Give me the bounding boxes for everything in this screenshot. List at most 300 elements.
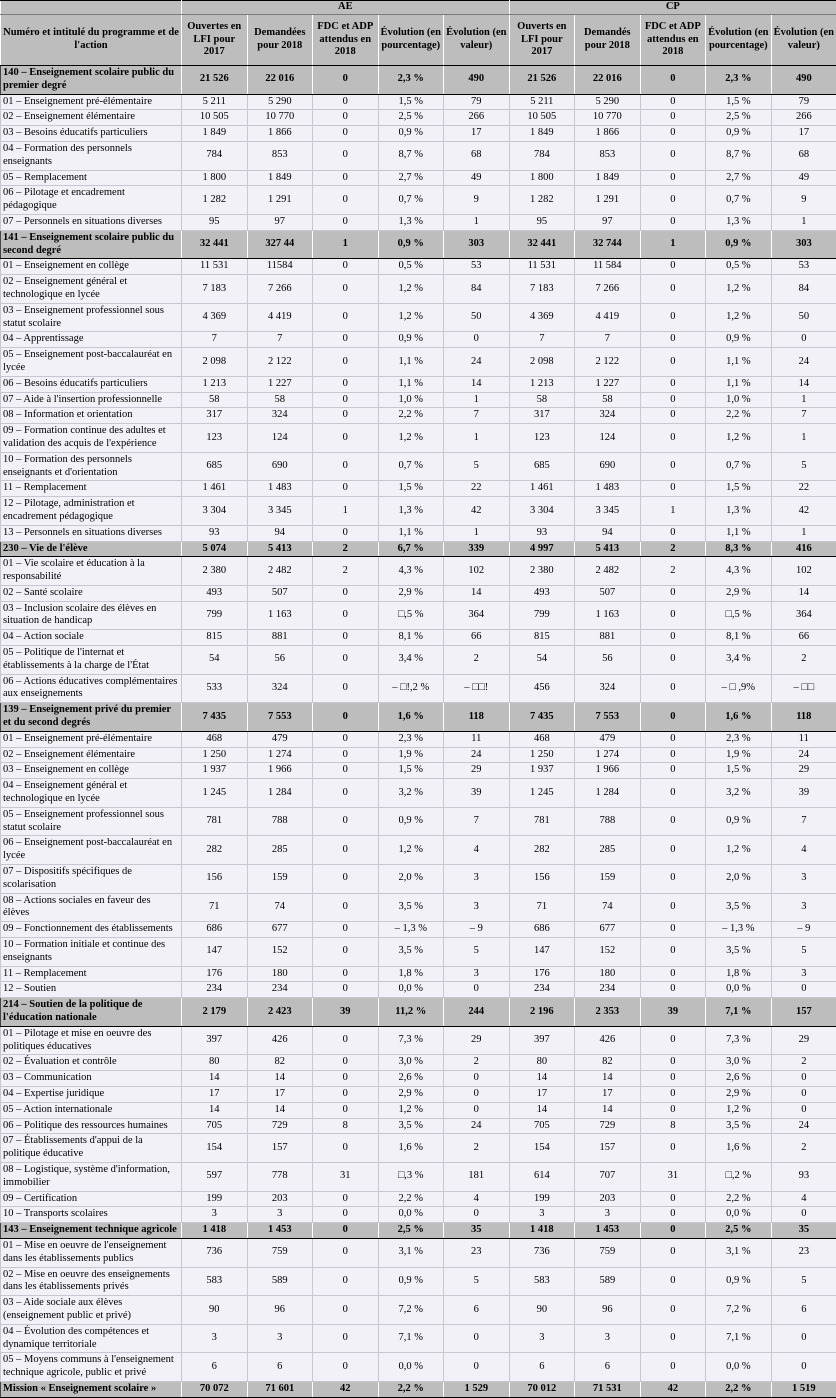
cell-ae-evolution-pct: 0,5 % bbox=[378, 259, 444, 275]
cell-cp-lfi-2017: 705 bbox=[509, 1118, 575, 1134]
section-row bbox=[1, 66, 836, 95]
cell-cp-demandes-2018: 56 bbox=[575, 646, 641, 675]
cell-cp-lfi-2017: 199 bbox=[509, 1191, 575, 1207]
cell-ae-lfi-2017: 4 369 bbox=[182, 303, 248, 332]
table-row bbox=[1, 646, 836, 675]
row-label: 08 – Logistique, système d'information, immobilier bbox=[1, 1162, 182, 1191]
cell-cp-lfi-2017: 736 bbox=[509, 1238, 575, 1267]
cell-ae-demandees-2018: 7 266 bbox=[247, 275, 313, 304]
table-row bbox=[1, 275, 836, 304]
row-label: 01 – Pilotage et mise en oeuvre des politiques éducatives bbox=[1, 1026, 182, 1055]
table-row bbox=[1, 731, 836, 747]
cell-ae-lfi-2017: 3 bbox=[182, 1207, 248, 1223]
cell-cp-fdc-adp: 0 bbox=[640, 865, 706, 894]
cell-ae-lfi-2017: 2 179 bbox=[182, 998, 248, 1027]
cell-cp-demandes-2018: 124 bbox=[575, 424, 641, 453]
cell-cp-evolution-pct: 3,5 % bbox=[706, 938, 772, 967]
cell-ae-lfi-2017: 1 461 bbox=[182, 481, 248, 497]
cell-cp-demandes-2018: 1 284 bbox=[575, 779, 641, 808]
table-row bbox=[1, 1267, 836, 1296]
cell-ae-demandees-2018: 124 bbox=[247, 424, 313, 453]
cell-cp-demandes-2018: 507 bbox=[575, 585, 641, 601]
cell-ae-evolution-val: 4 bbox=[444, 1191, 510, 1207]
cell-ae-evolution-val: 2 bbox=[444, 1055, 510, 1071]
cell-cp-demandes-2018: 32 744 bbox=[575, 230, 641, 259]
row-label: 13 – Personnels en situations diverses bbox=[1, 525, 182, 541]
row-label: 143 – Enseignement technique agricole bbox=[1, 1223, 182, 1239]
cell-cp-evolution-val: 7 bbox=[771, 408, 836, 424]
cell-cp-evolution-val: 490 bbox=[771, 66, 836, 95]
cell-cp-evolution-val: 17 bbox=[771, 126, 836, 142]
cell-cp-evolution-pct: 1,1 % bbox=[706, 348, 772, 377]
table-row bbox=[1, 938, 836, 967]
cell-cp-fdc-adp: 0 bbox=[640, 303, 706, 332]
cell-ae-fdc-adp: 0 bbox=[313, 186, 379, 215]
cp-group-header: CP bbox=[509, 1, 836, 15]
cell-ae-fdc-adp: 0 bbox=[313, 481, 379, 497]
row-label: 04 – Apprentissage bbox=[1, 332, 182, 348]
cell-ae-lfi-2017: 10 505 bbox=[182, 110, 248, 126]
table-row bbox=[1, 408, 836, 424]
cell-ae-evolution-val: 6 bbox=[444, 1296, 510, 1325]
cell-cp-evolution-pct: 3,4 % bbox=[706, 646, 772, 675]
table-row bbox=[1, 630, 836, 646]
cell-ae-demandees-2018: 1 274 bbox=[247, 747, 313, 763]
cell-cp-evolution-val: 50 bbox=[771, 303, 836, 332]
row-label: 02 – Mise en oeuvre des enseignements dans les établissements privés bbox=[1, 1267, 182, 1296]
cell-ae-evolution-pct: 1,2 % bbox=[378, 275, 444, 304]
cell-ae-demandees-2018: 94 bbox=[247, 525, 313, 541]
cell-cp-lfi-2017: 7 183 bbox=[509, 275, 575, 304]
cell-ae-evolution-pct: 0,7 % bbox=[378, 452, 444, 481]
cell-cp-evolution-val: 102 bbox=[771, 557, 836, 586]
cell-ae-evolution-val: 68 bbox=[444, 141, 510, 170]
cell-cp-evolution-val: 29 bbox=[771, 763, 836, 779]
cell-ae-evolution-pct: 4,3 % bbox=[378, 557, 444, 586]
cell-cp-evolution-pct: 0,9 % bbox=[706, 230, 772, 259]
cell-ae-demandees-2018: 6 bbox=[247, 1353, 313, 1382]
cell-ae-evolution-pct: 2,9 % bbox=[378, 1086, 444, 1102]
cell-cp-evolution-pct: 7,1 % bbox=[706, 1324, 772, 1353]
cell-cp-lfi-2017: 781 bbox=[509, 807, 575, 836]
cell-ae-fdc-adp: 0 bbox=[313, 982, 379, 998]
cell-cp-demandes-2018: 677 bbox=[575, 922, 641, 938]
cell-cp-demandes-2018: 4 419 bbox=[575, 303, 641, 332]
cell-cp-evolution-val: 0 bbox=[771, 1207, 836, 1223]
row-label: 03 – Besoins éducatifs particuliers bbox=[1, 126, 182, 142]
row-label: 11 – Remplacement bbox=[1, 481, 182, 497]
cell-ae-fdc-adp: 0 bbox=[313, 865, 379, 894]
cell-cp-evolution-val: 1 519 bbox=[771, 1381, 836, 1397]
table-row bbox=[1, 1324, 836, 1353]
cell-cp-evolution-val: 11 bbox=[771, 731, 836, 747]
row-label: 02 – Enseignement élémentaire bbox=[1, 747, 182, 763]
cell-ae-evolution-pct: 2,2 % bbox=[378, 1191, 444, 1207]
cell-ae-evolution-pct: 2,7 % bbox=[378, 170, 444, 186]
cell-cp-lfi-2017: 3 bbox=[509, 1207, 575, 1223]
table-row bbox=[1, 763, 836, 779]
cell-ae-evolution-pct: 1,3 % bbox=[378, 214, 444, 230]
cell-cp-fdc-adp: 0 bbox=[640, 1134, 706, 1163]
table-row bbox=[1, 674, 836, 703]
cell-cp-evolution-pct: 2,9 % bbox=[706, 1086, 772, 1102]
row-label: 10 – Transports scolaires bbox=[1, 1207, 182, 1223]
group-header-row bbox=[1, 1, 836, 15]
cell-ae-evolution-val: 50 bbox=[444, 303, 510, 332]
cell-cp-evolution-val: 79 bbox=[771, 94, 836, 110]
cell-cp-evolution-val: 0 bbox=[771, 1324, 836, 1353]
cell-cp-evolution-val: 3 bbox=[771, 966, 836, 982]
cell-cp-lfi-2017: 456 bbox=[509, 674, 575, 703]
cell-cp-lfi-2017: 147 bbox=[509, 938, 575, 967]
cell-cp-evolution-pct: 1,5 % bbox=[706, 763, 772, 779]
cell-cp-evolution-val: 2 bbox=[771, 646, 836, 675]
cell-cp-lfi-2017: 1 282 bbox=[509, 186, 575, 215]
cell-cp-evolution-val: 24 bbox=[771, 1118, 836, 1134]
cell-ae-lfi-2017: 5 074 bbox=[182, 541, 248, 557]
cell-ae-lfi-2017: 90 bbox=[182, 1296, 248, 1325]
cell-cp-evolution-pct: 2,2 % bbox=[706, 1381, 772, 1397]
cell-cp-evolution-val: – 9 bbox=[771, 922, 836, 938]
cell-cp-evolution-pct: 7,1 % bbox=[706, 998, 772, 1027]
cell-cp-lfi-2017: 1 213 bbox=[509, 376, 575, 392]
cell-cp-demandes-2018: 58 bbox=[575, 392, 641, 408]
cell-ae-fdc-adp: 0 bbox=[313, 763, 379, 779]
cell-ae-demandees-2018: 788 bbox=[247, 807, 313, 836]
cell-ae-fdc-adp: 0 bbox=[313, 1223, 379, 1239]
cell-ae-fdc-adp: 0 bbox=[313, 275, 379, 304]
row-label: 02 – Enseignement général et technologique en lycée bbox=[1, 275, 182, 304]
cell-ae-fdc-adp: 0 bbox=[313, 922, 379, 938]
row-label: 04 – Formation des personnels enseignants bbox=[1, 141, 182, 170]
cell-ae-fdc-adp: 0 bbox=[313, 1055, 379, 1071]
cell-cp-demandes-2018: 97 bbox=[575, 214, 641, 230]
cell-ae-lfi-2017: 468 bbox=[182, 731, 248, 747]
table-row bbox=[1, 601, 836, 630]
header-cp-evolution-pct: Évolution (en pourcentage) bbox=[706, 15, 772, 66]
cell-ae-evolution-val: 1 bbox=[444, 525, 510, 541]
table-row bbox=[1, 376, 836, 392]
cell-ae-demandees-2018: 96 bbox=[247, 1296, 313, 1325]
table-row bbox=[1, 982, 836, 998]
cell-ae-evolution-pct: 2,5 % bbox=[378, 1223, 444, 1239]
cell-cp-fdc-adp: 0 bbox=[640, 836, 706, 865]
cell-ae-evolution-pct: 3,5 % bbox=[378, 893, 444, 922]
cell-ae-demandees-2018: 759 bbox=[247, 1238, 313, 1267]
cell-ae-demandees-2018: 2 423 bbox=[247, 998, 313, 1027]
row-label: 04 – Action sociale bbox=[1, 630, 182, 646]
table-row bbox=[1, 348, 836, 377]
row-label: 230 – Vie de l'élève bbox=[1, 541, 182, 557]
cell-ae-evolution-val: 266 bbox=[444, 110, 510, 126]
cell-ae-evolution-val: 14 bbox=[444, 585, 510, 601]
cell-ae-demandees-2018: 677 bbox=[247, 922, 313, 938]
table-row bbox=[1, 1118, 836, 1134]
cell-ae-evolution-pct: 3,0 % bbox=[378, 1055, 444, 1071]
table-row bbox=[1, 922, 836, 938]
table-row bbox=[1, 303, 836, 332]
cell-ae-fdc-adp: 0 bbox=[313, 1353, 379, 1382]
row-label: Mission « Enseignement scolaire » bbox=[1, 1381, 182, 1397]
cell-ae-lfi-2017: 1 937 bbox=[182, 763, 248, 779]
cell-cp-fdc-adp: 0 bbox=[640, 424, 706, 453]
cell-cp-evolution-pct: 1,1 % bbox=[706, 525, 772, 541]
cell-cp-evolution-pct: 1,2 % bbox=[706, 303, 772, 332]
cell-cp-demandes-2018: 729 bbox=[575, 1118, 641, 1134]
cell-cp-demandes-2018: 152 bbox=[575, 938, 641, 967]
cell-ae-lfi-2017: 7 435 bbox=[182, 703, 248, 732]
cell-ae-demandees-2018: 2 122 bbox=[247, 348, 313, 377]
header-ae-evolution-pct: Évolution (en pourcentage) bbox=[378, 15, 444, 66]
cell-ae-lfi-2017: 5 211 bbox=[182, 94, 248, 110]
cell-cp-evolution-pct: 8,1 % bbox=[706, 630, 772, 646]
cell-ae-lfi-2017: 781 bbox=[182, 807, 248, 836]
cell-ae-evolution-val: 29 bbox=[444, 1026, 510, 1055]
cell-cp-lfi-2017: 2 196 bbox=[509, 998, 575, 1027]
cell-cp-evolution-val: 14 bbox=[771, 585, 836, 601]
cell-cp-fdc-adp: 42 bbox=[640, 1381, 706, 1397]
cell-ae-evolution-val: 5 bbox=[444, 452, 510, 481]
cell-cp-demandes-2018: 157 bbox=[575, 1134, 641, 1163]
cell-cp-fdc-adp: 0 bbox=[640, 1102, 706, 1118]
cell-cp-lfi-2017: 14 bbox=[509, 1071, 575, 1087]
cell-ae-evolution-val: 1 529 bbox=[444, 1381, 510, 1397]
cell-ae-evolution-val: 7 bbox=[444, 807, 510, 836]
cell-cp-fdc-adp: 0 bbox=[640, 376, 706, 392]
cell-ae-evolution-val: 79 bbox=[444, 94, 510, 110]
cell-ae-demandees-2018: 3 bbox=[247, 1207, 313, 1223]
row-label: 10 – Formation des personnels enseignants et d'orientation bbox=[1, 452, 182, 481]
table-row bbox=[1, 1162, 836, 1191]
cell-cp-demandes-2018: 10 770 bbox=[575, 110, 641, 126]
row-label: 01 – Enseignement pré-élémentaire bbox=[1, 731, 182, 747]
cell-cp-fdc-adp: 0 bbox=[640, 141, 706, 170]
header-cp-evolution-val: Évolution (en valeur) bbox=[771, 15, 836, 66]
cell-ae-lfi-2017: 686 bbox=[182, 922, 248, 938]
cell-cp-lfi-2017: 686 bbox=[509, 922, 575, 938]
cell-cp-evolution-val: 1 bbox=[771, 214, 836, 230]
table-row bbox=[1, 110, 836, 126]
cell-ae-fdc-adp: 0 bbox=[313, 1026, 379, 1055]
cell-ae-fdc-adp: 0 bbox=[313, 141, 379, 170]
cell-cp-fdc-adp: 0 bbox=[640, 392, 706, 408]
cell-cp-fdc-adp: 0 bbox=[640, 66, 706, 95]
cell-ae-evolution-pct: 0,9 % bbox=[378, 807, 444, 836]
cell-cp-fdc-adp: 0 bbox=[640, 630, 706, 646]
section-row bbox=[1, 230, 836, 259]
cell-ae-lfi-2017: 3 bbox=[182, 1324, 248, 1353]
cell-cp-lfi-2017: 2 098 bbox=[509, 348, 575, 377]
cell-ae-evolution-val: 22 bbox=[444, 481, 510, 497]
cell-ae-lfi-2017: 154 bbox=[182, 1134, 248, 1163]
cell-ae-evolution-pct: 0,9 % bbox=[378, 1267, 444, 1296]
cell-ae-evolution-val: 14 bbox=[444, 376, 510, 392]
table-row bbox=[1, 1102, 836, 1118]
cell-ae-fdc-adp: 0 bbox=[313, 585, 379, 601]
cell-cp-fdc-adp: 0 bbox=[640, 779, 706, 808]
cell-cp-fdc-adp: 0 bbox=[640, 332, 706, 348]
row-label: 10 – Formation initiale et continue des enseignants bbox=[1, 938, 182, 967]
cell-ae-evolution-val: 11 bbox=[444, 731, 510, 747]
cell-ae-evolution-pct: 3,2 % bbox=[378, 779, 444, 808]
cell-cp-lfi-2017: 784 bbox=[509, 141, 575, 170]
cell-ae-lfi-2017: 14 bbox=[182, 1071, 248, 1087]
row-label: 05 – Enseignement professionnel sous statut scolaire bbox=[1, 807, 182, 836]
cell-ae-fdc-adp: 0 bbox=[313, 332, 379, 348]
cell-ae-evolution-val: 3 bbox=[444, 966, 510, 982]
header-cp-fdc-adp: FDC et ADP attendus en 2018 bbox=[640, 15, 706, 66]
cell-cp-evolution-pct: 0,0 % bbox=[706, 1207, 772, 1223]
header-ae-demandees-2018: Demandées pour 2018 bbox=[247, 15, 313, 66]
cell-cp-lfi-2017: 10 505 bbox=[509, 110, 575, 126]
cell-ae-evolution-pct: 2,0 % bbox=[378, 865, 444, 894]
cell-cp-demandes-2018: 1 849 bbox=[575, 170, 641, 186]
cell-cp-lfi-2017: 1 250 bbox=[509, 747, 575, 763]
row-label: 06 – Besoins éducatifs particuliers bbox=[1, 376, 182, 392]
cell-cp-evolution-pct: 4,3 % bbox=[706, 557, 772, 586]
cell-ae-demandees-2018: 479 bbox=[247, 731, 313, 747]
cell-cp-evolution-pct: 2,6 % bbox=[706, 1071, 772, 1087]
cell-cp-fdc-adp: 0 bbox=[640, 481, 706, 497]
cell-cp-fdc-adp: 0 bbox=[640, 186, 706, 215]
cell-cp-evolution-val: 364 bbox=[771, 601, 836, 630]
cell-cp-demandes-2018: 14 bbox=[575, 1102, 641, 1118]
cell-ae-demandees-2018: 426 bbox=[247, 1026, 313, 1055]
cell-cp-evolution-pct: – 1,3 % bbox=[706, 922, 772, 938]
cell-cp-evolution-pct: 1,2 % bbox=[706, 275, 772, 304]
cell-ae-evolution-val: 0 bbox=[444, 1086, 510, 1102]
cell-ae-lfi-2017: 2 380 bbox=[182, 557, 248, 586]
row-label: 05 – Moyens communs à l'enseignement technique agricole, public et privé bbox=[1, 1353, 182, 1382]
cell-cp-evolution-pct: 2,2 % bbox=[706, 1191, 772, 1207]
cell-cp-fdc-adp: 0 bbox=[640, 982, 706, 998]
cell-ae-evolution-pct: 8,1 % bbox=[378, 630, 444, 646]
cell-cp-evolution-pct: 3,2 % bbox=[706, 779, 772, 808]
cell-cp-evolution-pct: 8,7 % bbox=[706, 141, 772, 170]
cell-ae-fdc-adp: 0 bbox=[313, 525, 379, 541]
cell-ae-evolution-pct: 1,2 % bbox=[378, 1102, 444, 1118]
cell-cp-evolution-val: 416 bbox=[771, 541, 836, 557]
cell-cp-fdc-adp: 0 bbox=[640, 646, 706, 675]
table-row bbox=[1, 1086, 836, 1102]
table-row bbox=[1, 525, 836, 541]
cell-cp-evolution-pct: 0,0 % bbox=[706, 1353, 772, 1382]
cell-cp-evolution-val: 6 bbox=[771, 1296, 836, 1325]
cell-cp-evolution-val: 35 bbox=[771, 1223, 836, 1239]
cell-ae-evolution-val: – 9 bbox=[444, 922, 510, 938]
table-row bbox=[1, 585, 836, 601]
cell-ae-evolution-val: 53 bbox=[444, 259, 510, 275]
cell-cp-fdc-adp: 0 bbox=[640, 922, 706, 938]
cell-ae-evolution-pct: 1,5 % bbox=[378, 763, 444, 779]
cell-cp-evolution-pct: 1,9 % bbox=[706, 747, 772, 763]
cell-cp-demandes-2018: 5 413 bbox=[575, 541, 641, 557]
cell-ae-evolution-pct: 7,1 % bbox=[378, 1324, 444, 1353]
cell-ae-fdc-adp: 0 bbox=[313, 94, 379, 110]
cell-cp-fdc-adp: 0 bbox=[640, 893, 706, 922]
row-label: 141 – Enseignement scolaire public du second degré bbox=[1, 230, 182, 259]
cell-cp-evolution-val: 5 bbox=[771, 938, 836, 967]
cell-cp-lfi-2017: 583 bbox=[509, 1267, 575, 1296]
cell-cp-fdc-adp: 0 bbox=[640, 94, 706, 110]
cell-ae-lfi-2017: 21 526 bbox=[182, 66, 248, 95]
table-row bbox=[1, 893, 836, 922]
cell-cp-demandes-2018: 759 bbox=[575, 1238, 641, 1267]
cell-cp-evolution-pct: 3,5 % bbox=[706, 1118, 772, 1134]
cell-cp-fdc-adp: 0 bbox=[640, 601, 706, 630]
cell-cp-evolution-pct: 2,5 % bbox=[706, 1223, 772, 1239]
cell-cp-evolution-val: 0 bbox=[771, 1353, 836, 1382]
cell-ae-fdc-adp: 0 bbox=[313, 1086, 379, 1102]
cell-ae-fdc-adp: 0 bbox=[313, 214, 379, 230]
cell-ae-evolution-val: 1 bbox=[444, 424, 510, 453]
row-label: 03 – Aide sociale aux élèves (enseignement public et privé) bbox=[1, 1296, 182, 1325]
cell-cp-evolution-pct: 7,2 % bbox=[706, 1296, 772, 1325]
cell-ae-lfi-2017: 493 bbox=[182, 585, 248, 601]
cell-cp-evolution-val: 0 bbox=[771, 332, 836, 348]
cell-ae-lfi-2017: 1 800 bbox=[182, 170, 248, 186]
cell-ae-demandees-2018: 5 413 bbox=[247, 541, 313, 557]
cell-cp-evolution-val: 7 bbox=[771, 807, 836, 836]
cell-cp-evolution-pct: 0,0 % bbox=[706, 982, 772, 998]
header-ae-evolution-val: Évolution (en valeur) bbox=[444, 15, 510, 66]
cell-ae-evolution-val: 35 bbox=[444, 1223, 510, 1239]
section-row bbox=[1, 1223, 836, 1239]
cell-cp-evolution-val: 9 bbox=[771, 186, 836, 215]
cell-cp-lfi-2017: 1 849 bbox=[509, 126, 575, 142]
cell-ae-evolution-pct: 1,1 % bbox=[378, 376, 444, 392]
cell-ae-lfi-2017: 2 098 bbox=[182, 348, 248, 377]
cell-ae-demandees-2018: 203 bbox=[247, 1191, 313, 1207]
cell-cp-evolution-val: 66 bbox=[771, 630, 836, 646]
table-row bbox=[1, 779, 836, 808]
cell-cp-lfi-2017: 2 380 bbox=[509, 557, 575, 586]
cell-ae-evolution-val: 84 bbox=[444, 275, 510, 304]
cell-ae-fdc-adp: 0 bbox=[313, 1191, 379, 1207]
cell-cp-fdc-adp: 0 bbox=[640, 348, 706, 377]
cell-ae-lfi-2017: 799 bbox=[182, 601, 248, 630]
cell-ae-evolution-val: 29 bbox=[444, 763, 510, 779]
cell-ae-demandees-2018: 3 345 bbox=[247, 497, 313, 526]
cell-cp-evolution-val: 23 bbox=[771, 1238, 836, 1267]
cell-cp-lfi-2017: 154 bbox=[509, 1134, 575, 1163]
cell-ae-evolution-pct: 2,6 % bbox=[378, 1071, 444, 1087]
cell-ae-lfi-2017: 54 bbox=[182, 646, 248, 675]
cell-ae-evolution-val: 9 bbox=[444, 186, 510, 215]
cell-ae-fdc-adp: 0 bbox=[313, 126, 379, 142]
row-label: 07 – Aide à l'insertion professionnelle bbox=[1, 392, 182, 408]
row-label: 140 – Enseignement scolaire public du premier degré bbox=[1, 66, 182, 95]
cell-ae-evolution-pct: 1,2 % bbox=[378, 303, 444, 332]
cell-ae-evolution-val: 364 bbox=[444, 601, 510, 630]
cell-ae-demandees-2018: 22 016 bbox=[247, 66, 313, 95]
cell-ae-evolution-pct: 1,5 % bbox=[378, 94, 444, 110]
cell-cp-evolution-pct: □,2 % bbox=[706, 1162, 772, 1191]
cell-ae-lfi-2017: 93 bbox=[182, 525, 248, 541]
table-row bbox=[1, 1207, 836, 1223]
cell-ae-evolution-val: 17 bbox=[444, 126, 510, 142]
table-row bbox=[1, 1296, 836, 1325]
cell-cp-evolution-pct: 2,9 % bbox=[706, 585, 772, 601]
cell-cp-fdc-adp: 0 bbox=[640, 1223, 706, 1239]
cell-ae-fdc-adp: 0 bbox=[313, 348, 379, 377]
cell-ae-evolution-pct: 7,3 % bbox=[378, 1026, 444, 1055]
cell-ae-evolution-val: 24 bbox=[444, 1118, 510, 1134]
cell-ae-evolution-val: 24 bbox=[444, 348, 510, 377]
cell-ae-demandees-2018: 7 553 bbox=[247, 703, 313, 732]
row-label: 09 – Certification bbox=[1, 1191, 182, 1207]
cell-cp-demandes-2018: 17 bbox=[575, 1086, 641, 1102]
